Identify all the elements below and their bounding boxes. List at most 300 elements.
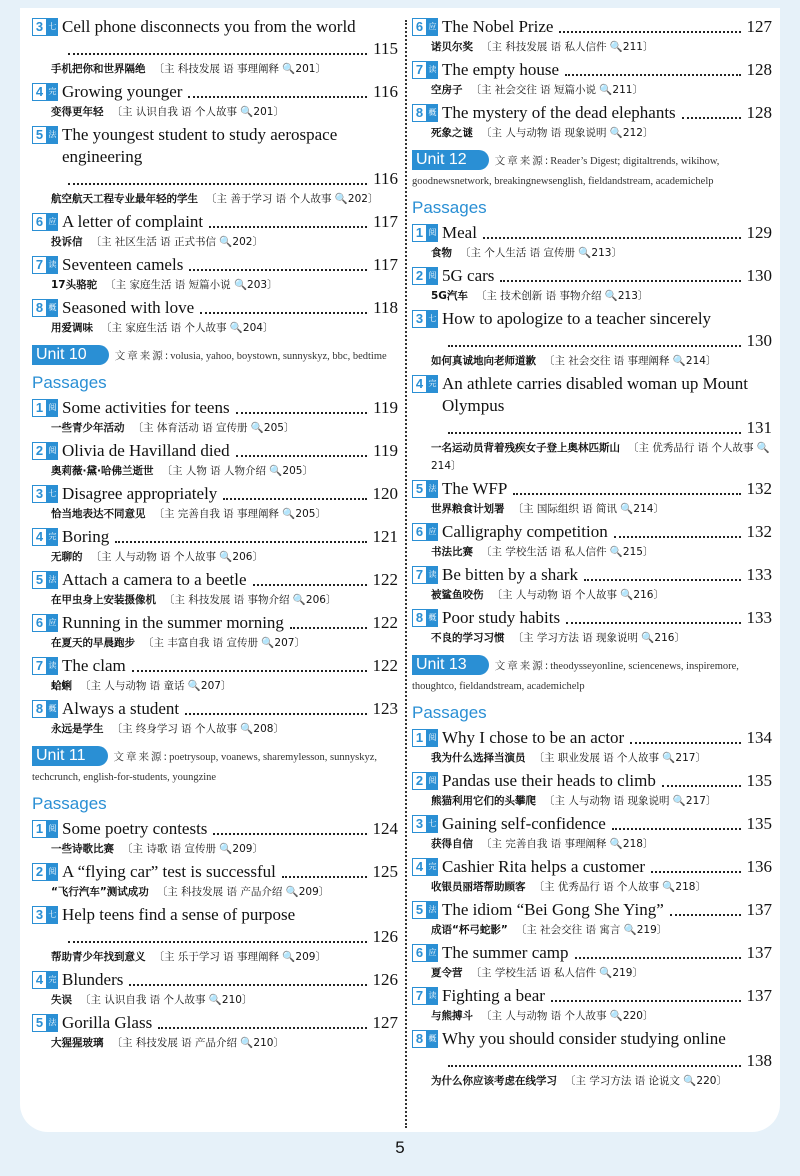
entry-title: Be bitten by a shark [442, 565, 578, 584]
toc-entry[interactable] [32, 440, 398, 480]
toc-entry[interactable] [32, 1012, 398, 1052]
passages-heading: Passages [32, 794, 107, 813]
entry-number: 3 [32, 18, 47, 36]
entry-meta: 〔主 人与动物 语 个人故事 🔍220〕 [481, 1010, 654, 1022]
dot-leader [565, 74, 740, 76]
entry-number: 5 [412, 901, 427, 919]
entry-title-body [62, 569, 398, 591]
right-column [412, 16, 772, 1093]
entry-title: Boring [62, 527, 110, 546]
entry-meta: 〔主 技术创新 语 事物介绍 🔍213〕 [475, 290, 649, 302]
page-sheet [20, 8, 780, 1132]
entry-meta: 〔主 乐于学习 语 事理阐释 🔍209〕 [153, 951, 326, 963]
entry-number: 8 [32, 700, 47, 718]
entry-number: 2 [32, 442, 47, 460]
entry-title-body [62, 440, 398, 462]
entry-title-line [412, 564, 772, 586]
entry-meta: 〔主 职业发展 语 个人故事 🔍217〕 [533, 752, 706, 764]
entry-number: 5 [32, 1014, 47, 1032]
entry-title-body [442, 564, 772, 586]
entry-number: 1 [412, 224, 427, 242]
entry-title: The youngest student to study aerospace engineering [62, 125, 338, 166]
entry-title-body [62, 81, 398, 103]
toc-entry[interactable] [412, 856, 772, 896]
toc-entry[interactable] [412, 373, 772, 475]
entry-type-tag: 法 [47, 571, 58, 589]
entry-page-number: 119 [373, 441, 398, 460]
entry-subtitle [412, 921, 772, 939]
entry-chinese-title: 帮助青少年找到意义 [51, 951, 146, 963]
article-sources: theodysseyonline, sciencenews, inspiremore, thoughtco, fieldandstream, academichelp [412, 661, 739, 692]
entry-title: Running in the summer morning [62, 613, 284, 632]
entry-subtitle [412, 439, 772, 475]
entry-page-number: 115 [373, 39, 398, 58]
entry-chinese-title: 变得更年轻 [51, 106, 104, 118]
entry-subtitle [412, 749, 772, 767]
entry-meta: 〔主 终身学习 语 个人故事 🔍208〕 [111, 723, 284, 735]
entry-title-body [62, 16, 398, 60]
entry-number: 7 [412, 61, 427, 79]
entry-page-number: 133 [746, 608, 772, 627]
entry-title: An athlete carries disabled woman up Mount Olympus [442, 374, 748, 415]
entry-title: Growing younger [62, 82, 183, 101]
toc-entry[interactable] [32, 612, 398, 652]
entry-chinese-title: 与熊搏斗 [431, 1010, 473, 1022]
entry-page-number: 136 [746, 857, 772, 876]
entry-number: 2 [32, 863, 47, 881]
entry-type-tag: 应 [427, 523, 438, 541]
entry-type-tag: 七 [47, 18, 58, 36]
entry-subtitle [412, 629, 772, 647]
entry-chinese-title: 失误 [51, 994, 72, 1006]
toc-entry[interactable] [32, 254, 398, 294]
entry-page-number: 135 [746, 814, 772, 833]
dot-leader [448, 1065, 741, 1067]
entry-number: 6 [412, 523, 427, 541]
toc-entry[interactable] [412, 59, 772, 99]
dot-leader [236, 455, 368, 457]
entry-number: 3 [412, 310, 427, 328]
entry-chinese-title: 为什么你应该考虑在线学习 [431, 1075, 557, 1087]
entry-page-number: 132 [746, 522, 772, 541]
dot-leader [185, 713, 366, 715]
entry-page-number: 128 [746, 60, 772, 79]
entry-title: Gaining self-confidence [442, 814, 606, 833]
entry-number: 6 [412, 944, 427, 962]
dot-leader [662, 785, 741, 787]
entry-title: Pandas use their heads to climb [442, 771, 656, 790]
entry-number: 6 [412, 18, 427, 36]
entry-chinese-title: 死象之谜 [431, 127, 473, 139]
entry-title-body [62, 397, 398, 419]
entry-title: Cell phone disconnects you from the world [62, 17, 356, 36]
article-sources: Reader’s Digest; digitaltrends, wikihow, goodnewsnetwork, breakingnewsenglish, fieldandstream, academichelp [412, 156, 720, 187]
entry-meta: 〔主 体育活动 语 宣传册 🔍205〕 [132, 422, 295, 434]
toc-entry[interactable] [32, 16, 398, 78]
toc-entry[interactable] [412, 521, 772, 561]
entry-title: Attach a camera to a beetle [62, 570, 247, 589]
entry-title-line [412, 16, 772, 38]
dot-leader [132, 670, 367, 672]
toc-entry[interactable] [412, 308, 772, 370]
entry-chinese-title: 收银员丽塔帮助顾客 [431, 881, 526, 893]
entry-title-body [62, 904, 398, 948]
toc-entry[interactable] [32, 81, 398, 121]
entry-title-body [442, 856, 772, 878]
entry-title: Fighting a bear [442, 986, 545, 1005]
entry-type-tag: 法 [47, 126, 58, 144]
entry-chinese-title: 5G汽车 [431, 290, 468, 302]
dot-leader [213, 833, 366, 835]
entry-title-body [442, 16, 772, 38]
entry-title-line [32, 1012, 398, 1034]
entry-chinese-title: 奥莉薇·黛·哈佛兰逝世 [51, 465, 154, 477]
entry-type-tag: 七 [427, 815, 438, 833]
toc-entry[interactable] [412, 16, 772, 56]
entry-type-tag: 阅 [47, 442, 58, 460]
toc-entry[interactable] [412, 813, 772, 853]
dot-leader [158, 1027, 366, 1029]
entry-title-line [412, 985, 772, 1007]
entry-title: The idiom “Bei Gong She Ying” [442, 900, 664, 919]
entry-page-number: 120 [372, 484, 398, 503]
entry-title-body [62, 818, 398, 840]
entry-meta: 〔主 丰富自我 语 宣传册 🔍207〕 [143, 637, 305, 649]
toc-entry[interactable] [32, 297, 398, 337]
entry-meta: 〔主 人与动物 语 个人故事 🔍206〕 [90, 551, 263, 563]
dot-leader [584, 579, 741, 581]
entry-chinese-title: 不良的学习习惯 [431, 632, 505, 644]
dot-leader [483, 237, 741, 239]
entry-number: 6 [32, 614, 47, 632]
entry-chinese-title: 我为什么选择当演员 [431, 752, 526, 764]
toc-entry[interactable] [32, 904, 398, 966]
entry-subtitle [32, 883, 398, 901]
entry-chinese-title: 夏令营 [431, 967, 463, 979]
entry-title-line [32, 81, 398, 103]
dot-leader [448, 345, 741, 347]
toc-entry[interactable] [32, 483, 398, 523]
toc-entry[interactable] [412, 265, 772, 305]
entry-type-tag: 读 [427, 987, 438, 1005]
entry-meta: 〔主 科技发展 语 私人信件 🔍211〕 [481, 41, 654, 53]
entry-title-body [442, 265, 772, 287]
toc-entry[interactable] [32, 818, 398, 858]
entry-title-line [412, 308, 772, 352]
toc-entry[interactable] [32, 861, 398, 901]
entry-subtitle [412, 38, 772, 56]
entry-title: How to apologize to a teacher sincerely [442, 309, 712, 328]
entry-chinese-title: 大猩猩玻璃 [51, 1037, 104, 1049]
entry-type-tag: 概 [427, 609, 438, 627]
entry-subtitle [412, 543, 772, 561]
dot-leader [513, 493, 740, 495]
entry-meta: 〔主 人物 语 人物介绍 🔍205〕 [161, 465, 313, 477]
entry-chinese-title: “飞行汽车”测试成功 [51, 886, 149, 898]
entry-title-body [442, 59, 772, 81]
source-label: 文章来源: [494, 660, 551, 672]
toc-entry[interactable] [32, 569, 398, 609]
entry-title: The empty house [442, 60, 560, 79]
entry-title: Always a student [62, 699, 180, 718]
entry-type-tag: 阅 [427, 224, 438, 242]
entry-title-line [412, 899, 772, 921]
entry-type-tag: 概 [427, 1030, 438, 1048]
entry-page-number: 117 [373, 255, 398, 274]
entry-number: 1 [32, 820, 47, 838]
entry-title: Why you should consider studying online [442, 1029, 726, 1048]
toc-entry[interactable] [412, 1028, 772, 1090]
toc-entry[interactable] [412, 727, 772, 767]
dot-leader [282, 876, 367, 878]
entry-title-line [412, 1028, 772, 1072]
entry-subtitle [412, 964, 772, 982]
entry-chinese-title: 诺贝尔奖 [431, 41, 473, 53]
entry-title-line [32, 297, 398, 319]
entry-type-tag: 读 [427, 566, 438, 584]
entry-type-tag: 阅 [47, 863, 58, 881]
entry-meta: 〔主 人与动物 语 个人故事 🔍216〕 [491, 589, 664, 601]
entry-meta: 〔主 科技发展 语 产品介绍 🔍209〕 [156, 886, 330, 898]
entry-title-line [412, 478, 772, 500]
entry-type-tag: 完 [47, 528, 58, 546]
entry-page-number: 126 [372, 927, 398, 946]
entry-meta: 〔主 社会交往 语 事理阐释 🔍214〕 [544, 355, 717, 367]
entry-chinese-title: 一些青少年活动 [51, 422, 125, 434]
dot-leader [188, 96, 367, 98]
entry-number: 6 [32, 213, 47, 231]
entry-number: 8 [412, 609, 427, 627]
entry-title-line [32, 698, 398, 720]
entry-number: 5 [32, 126, 47, 144]
entry-subtitle [32, 634, 398, 652]
entry-page-number: 124 [372, 819, 398, 838]
entry-page-number: 133 [746, 565, 772, 584]
entry-title-body [442, 1028, 772, 1072]
entry-page-number: 127 [372, 1013, 398, 1032]
passages-heading: Passages [412, 703, 487, 722]
entry-meta: 〔主 完善自我 语 事理阐释 🔍205〕 [153, 508, 326, 520]
entry-title: The mystery of the dead elephants [442, 103, 676, 122]
toc-entry[interactable] [412, 985, 772, 1025]
entry-chinese-title: 在夏天的早晨跑步 [51, 637, 135, 649]
entry-type-tag: 应 [47, 614, 58, 632]
entry-title-line [412, 265, 772, 287]
toc-entry[interactable] [32, 969, 398, 1009]
entry-type-tag: 阅 [427, 729, 438, 747]
dot-leader [189, 269, 367, 271]
entry-subtitle [412, 124, 772, 142]
source-label: 文章来源: [494, 155, 551, 167]
toc-entry[interactable] [32, 655, 398, 695]
toc-entry[interactable] [412, 564, 772, 604]
toc-entry[interactable] [412, 899, 772, 939]
dot-leader [559, 31, 740, 33]
entry-chinese-title: 熊猫利用它们的头攀爬 [431, 795, 536, 807]
entry-subtitle [412, 835, 772, 853]
entry-page-number: 123 [372, 699, 398, 718]
entry-chinese-title: 一些诗歌比赛 [51, 843, 114, 855]
entry-title-line [32, 124, 398, 190]
toc-entry[interactable] [32, 211, 398, 251]
dot-leader [630, 742, 740, 744]
entry-title: Why I chose to be an actor [442, 728, 625, 747]
entry-subtitle [32, 276, 398, 294]
dot-leader [290, 627, 367, 629]
entry-title-body [442, 607, 772, 629]
entry-chinese-title: 恰当地表达不同意见 [51, 508, 146, 520]
entry-chinese-title: 世界粮食计划署 [431, 503, 505, 515]
entry-type-tag: 读 [47, 256, 58, 274]
dot-leader [200, 312, 367, 314]
entry-subtitle [32, 462, 398, 480]
entry-page-number: 137 [746, 943, 772, 962]
entry-number: 7 [32, 657, 47, 675]
toc-entry[interactable] [412, 222, 772, 262]
entry-subtitle [32, 419, 398, 437]
entry-meta: 〔主 人与动物 语 童话 🔍207〕 [80, 680, 232, 692]
entry-type-tag: 七 [47, 906, 58, 924]
entry-page-number: 134 [746, 728, 772, 747]
entry-page-number: 127 [746, 17, 772, 36]
entry-chinese-title: 书法比赛 [431, 546, 473, 558]
toc-entry[interactable] [412, 607, 772, 647]
source-label: 文章来源: [113, 751, 170, 763]
entry-title-body [62, 254, 398, 276]
entry-subtitle [412, 1007, 772, 1025]
entry-meta: 〔主 学校生活 语 私人信件 🔍215〕 [481, 546, 654, 558]
entry-type-tag: 阅 [47, 820, 58, 838]
entry-title: A “flying car” test is successful [62, 862, 276, 881]
entry-type-tag: 读 [427, 61, 438, 79]
dot-leader [236, 412, 368, 414]
entry-meta: 〔主 诗歌 语 宣传册 🔍209〕 [122, 843, 263, 855]
entry-title: Seventeen camels [62, 255, 184, 274]
entry-title-line [412, 813, 772, 835]
entry-title-line [412, 727, 772, 749]
entry-meta: 〔主 科技发展 语 产品介绍 🔍210〕 [111, 1037, 284, 1049]
entry-chinese-title: 用爱调味 [51, 322, 93, 334]
entry-number: 4 [412, 858, 427, 876]
entry-title-body [442, 308, 772, 352]
entry-title: Olivia de Havilland died [62, 441, 230, 460]
entry-title-body [442, 770, 772, 792]
entry-title-line [412, 770, 772, 792]
entry-title: The Nobel Prize [442, 17, 554, 36]
entry-title: Calligraphy competition [442, 522, 608, 541]
entry-number: 2 [412, 267, 427, 285]
entry-subtitle [32, 60, 398, 78]
dot-leader [68, 53, 367, 55]
entry-title-line [32, 483, 398, 505]
entry-page-number: 121 [372, 527, 398, 546]
entry-subtitle [32, 591, 398, 609]
entry-title: Meal [442, 223, 477, 242]
entry-meta: 〔主 家庭生活 语 短篇小说 🔍203〕 [105, 279, 278, 291]
dot-leader [115, 541, 366, 543]
entry-meta: 〔主 科技发展 语 事理阐释 🔍201〕 [153, 63, 326, 75]
passages-heading: Passages [412, 198, 487, 217]
dot-leader [68, 183, 367, 185]
entry-title-body [62, 655, 398, 677]
entry-meta: 〔主 人与动物 语 现象说明 🔍217〕 [544, 795, 717, 807]
entry-chinese-title: 获得自信 [431, 838, 473, 850]
entry-title-body [62, 698, 398, 720]
toc-entry[interactable] [412, 942, 772, 982]
entry-page-number: 117 [373, 212, 398, 231]
article-sources: volusia, yahoo, boystown, sunnyskyz, bbc, bedtime [170, 351, 387, 362]
entry-subtitle [32, 840, 398, 858]
unit-header [32, 746, 398, 788]
entry-type-tag: 应 [427, 944, 438, 962]
unit-label: Unit 12 [412, 150, 489, 170]
entry-page-number: 137 [746, 900, 772, 919]
entry-title: The summer camp [442, 943, 569, 962]
toc-entry[interactable] [32, 397, 398, 437]
entry-subtitle [412, 287, 772, 305]
toc-entry[interactable] [412, 478, 772, 518]
entry-page-number: 116 [373, 82, 398, 101]
entry-title-body [62, 612, 398, 634]
entry-number: 7 [412, 987, 427, 1005]
toc-entry[interactable] [412, 102, 772, 142]
entry-type-tag: 完 [47, 971, 58, 989]
entry-type-tag: 七 [47, 485, 58, 503]
entry-subtitle [32, 991, 398, 1009]
column-divider [405, 20, 407, 1128]
entry-title-line [412, 607, 772, 629]
entry-chinese-title: 永远是学生 [51, 723, 104, 735]
entry-chinese-title: 食物 [431, 247, 452, 259]
entry-meta: 〔主 国际组织 语 简讯 🔍214〕 [512, 503, 664, 515]
entry-title-line [412, 942, 772, 964]
entry-meta: 〔主 家庭生活 语 个人故事 🔍204〕 [101, 322, 274, 334]
entry-title-body [62, 526, 398, 548]
entry-number: 4 [32, 971, 47, 989]
dot-leader [68, 941, 367, 943]
entry-meta: 〔主 认识自我 语 个人故事 🔍210〕 [80, 994, 253, 1006]
toc-entry[interactable] [32, 526, 398, 566]
entry-subtitle [32, 948, 398, 966]
entry-title: Seasoned with love [62, 298, 195, 317]
entry-title-body [62, 124, 398, 190]
entry-title-body [442, 899, 772, 921]
entry-type-tag: 完 [47, 83, 58, 101]
dot-leader [670, 914, 741, 916]
entry-chinese-title: 投诉信 [51, 236, 83, 248]
entry-title-line [32, 16, 398, 60]
source-label: 文章来源: [114, 350, 171, 362]
toc-entry[interactable] [32, 124, 398, 208]
entry-meta: 〔主 优秀品行 语 个人故事 🔍214〕 [431, 442, 770, 472]
entry-number: 8 [32, 299, 47, 317]
entry-title-line [32, 969, 398, 991]
entry-page-number: 130 [746, 331, 772, 350]
toc-entry[interactable] [412, 770, 772, 810]
unit-label: Unit 10 [32, 345, 109, 365]
entry-subtitle [32, 677, 398, 695]
entry-title-line [32, 211, 398, 233]
toc-entry[interactable] [32, 698, 398, 738]
entry-title-line [412, 59, 772, 81]
entry-title-body [442, 813, 772, 835]
entry-chinese-title: 无聊的 [51, 551, 83, 563]
entry-type-tag: 读 [47, 657, 58, 675]
entry-title-body [442, 727, 772, 749]
entry-number: 7 [32, 256, 47, 274]
entry-chinese-title: 手机把你和世界隔绝 [51, 63, 146, 75]
entry-type-tag: 完 [427, 375, 438, 393]
